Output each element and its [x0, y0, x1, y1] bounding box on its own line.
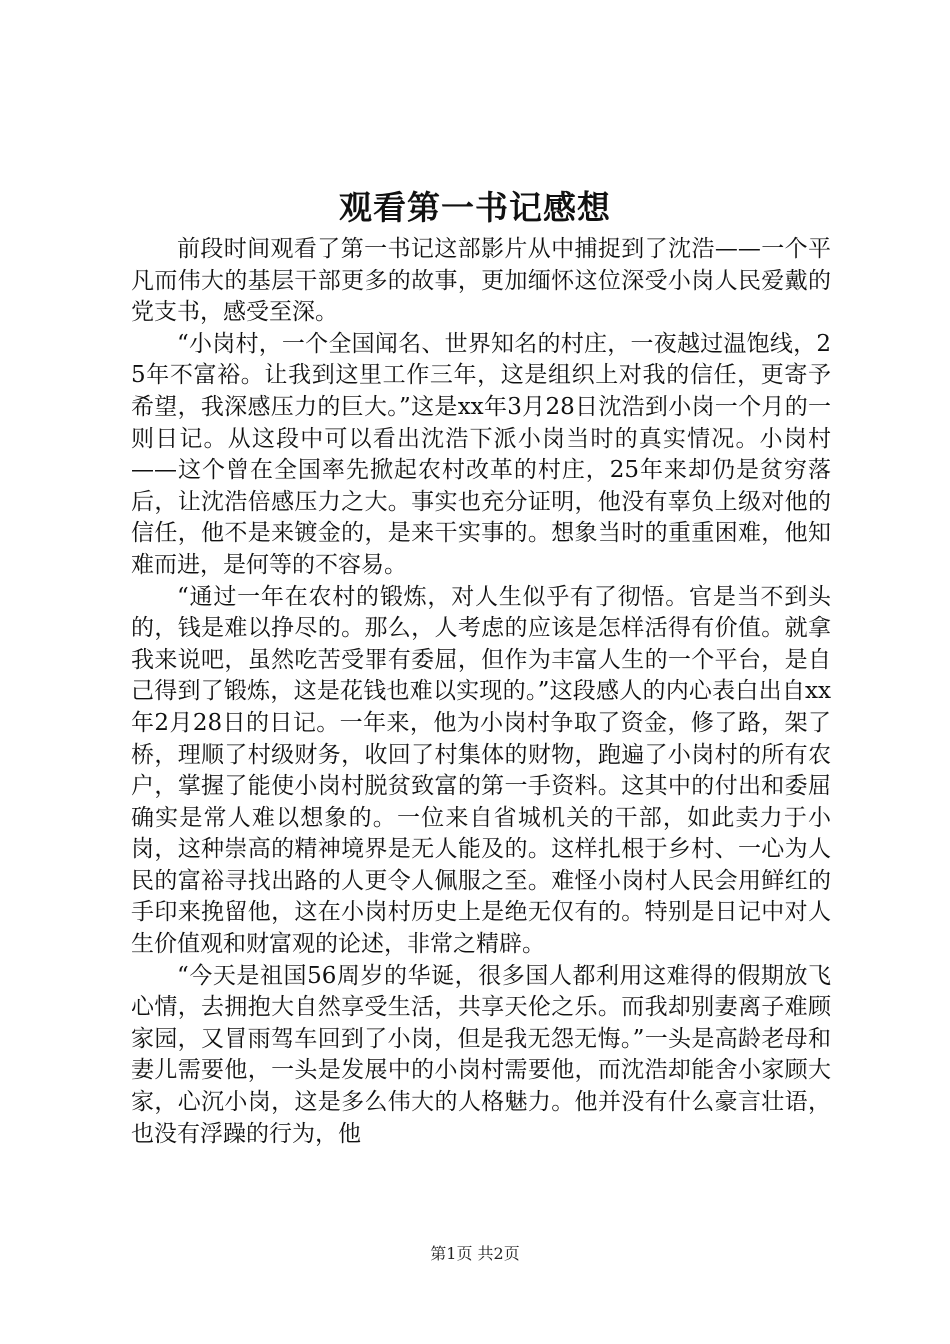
page-number-indicator: 第1页 共2页 [430, 1244, 520, 1263]
paragraph-4: “今天是祖国56周岁的华诞，很多国人都利用这难得的假期放飞心情，去拥抱大自然享受生活，共享天伦之乐。而我却别妻离子难顾家园，又冒雨驾车回到了小岗，但是我无怨无悔。”一头是高龄老母和妻儿需要他，一头是发展中的小岗村需要他，而沈浩却能舍小家顾大家，心沉小岗，这是多么伟大的人格魅力。他并没有什么豪言壮语，也没有浮躁的行为，他 [131, 962, 831, 1147]
paragraph-2: “小岗村，一个全国闻名、世界知名的村庄，一夜越过温饱线，25年不富裕。让我到这里工作三年，这是组织上对我的信任，更寄予希望，我深感压力的巨大。”这是xx年3月28日沈浩到小岗一个月的一则日记。从这段中可以看出沈浩下派小岗当时的真实情况。小岗村——这个曾在全国率先掀起农村改革的村庄，25年来却仍是贫穷落后，让沈浩倍感压力之大。事实也充分证明，他没有辜负上级对他的信任，他不是来镀金的，是来干实事的。想象当时的重重困难，他知难而进，是何等的不容易。 [131, 330, 831, 578]
document-title: 观看第一书记感想 [339, 188, 611, 227]
page-footer [0, 1243, 950, 1265]
paragraph-1: 前段时间观看了第一书记这部影片从中捕捉到了沈浩——一个平凡而伟大的基层干部更多的故事，更加缅怀这位深受小岗人民爱戴的党支书，感受至深。 [131, 236, 831, 326]
paragraph-3: “通过一年在农村的锻炼，对人生似乎有了彻悟。官是当不到头的，钱是难以挣尽的。那么，人考虑的应该是怎样活得有价值。就拿我来说吧，虽然吃苦受罪有委屈，但作为丰富人生的一个平台，是自己得到了锻炼，这是花钱也难以实现的。”这段感人的内心表白出自xx年2月28日的日记。一年来，他为小岗村争取了资金，修了路，架了桥，理顺了村级财务，收回了村集体的财物，跑遍了小岗村的所有农户，掌握了能使小岗村脱贫致富的第一手资料。这其中的付出和委屈确实是常人难以想象的。一位来自省城机关的干部，如此卖力于小岗，这种崇高的精神境界是无人能及的。这样扎根于乡村、一心为人民的富裕寻找出路的人更令人佩服之至。难怪小岗村人民会用鲜红的手印来挽留他，这在小岗村历史上是绝无仅有的。特别是日记中对人生价值观和财富观的论述，非常之精辟。 [131, 583, 831, 958]
document-body [131, 234, 831, 1150]
